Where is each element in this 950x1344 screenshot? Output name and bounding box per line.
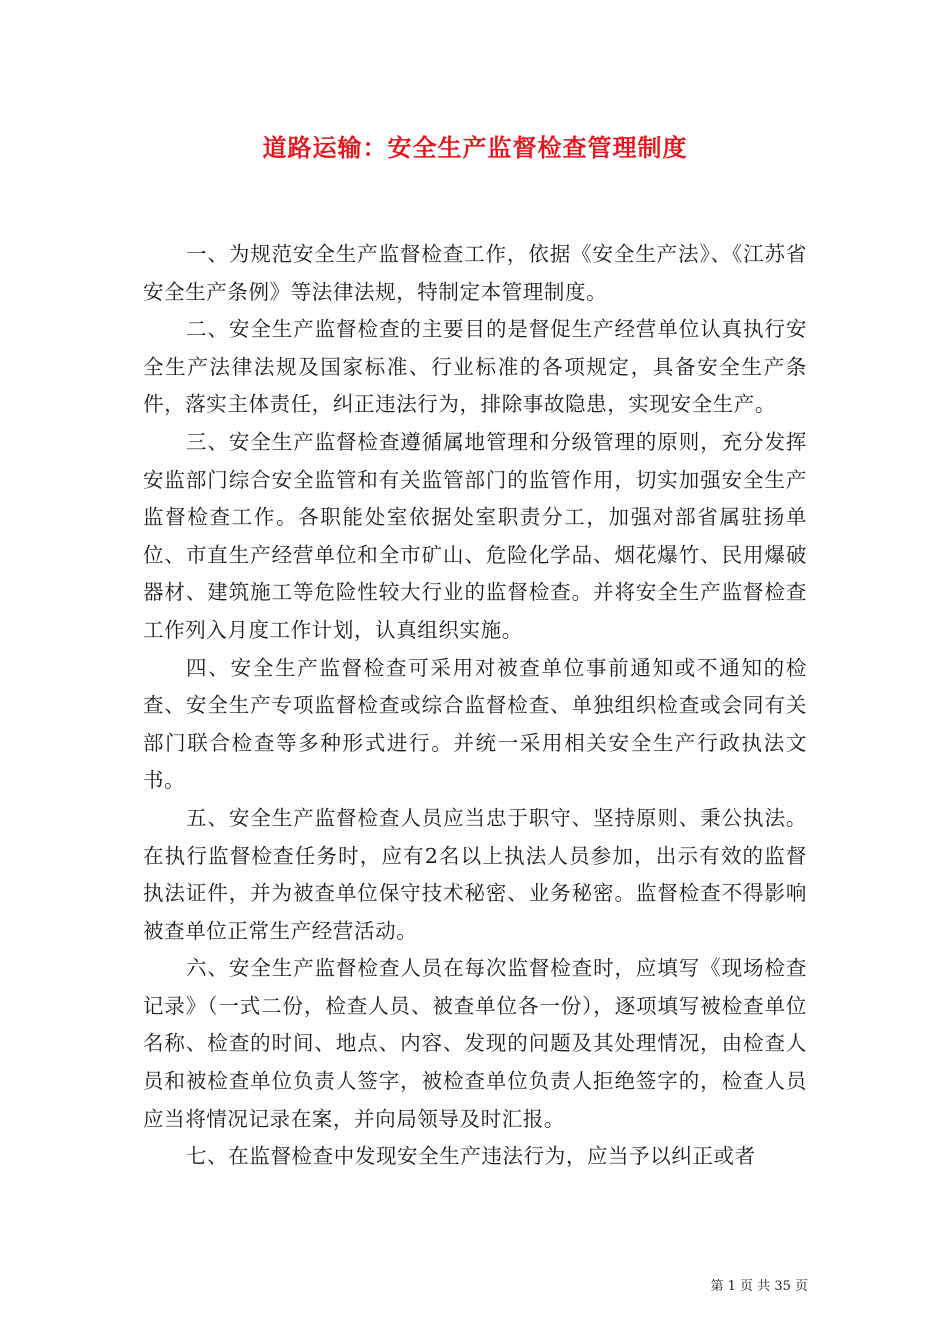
paragraph-6: 六、安全生产监督检查人员在每次监督检查时，应填写《现场检查记录》（一式二份，检查人员、被查单位各一份），逐项填写被检查单位名称、检查的时间、地点、内容、发现的问题及其处理情况，由检查人员和被检查单位负责人签字，被检查单位负责人拒绝签字的，检查人员应当将情况记录在案，并向局领导及时汇报。	[143, 956, 807, 1131]
paragraph-5: 五、安全生产监督检查人员应当忠于职守、坚持原则、秉公执法。在执行监督检查任务时，应有2名以上执法人员参加，出示有效的监督执法证件，并为被查单位保守技术秘密、业务秘密。监督检查不得影响被查单位正常生产经营活动。	[143, 805, 807, 943]
paragraph-7: 七、在监督检查中发现安全生产违法行为，应当予以纠正或者	[186, 1144, 756, 1169]
paragraph-4: 四、安全生产监督检查可采用对被查单位事前通知或不通知的检查、安全生产专项监督检查或综合监督检查、单独组织检查或会同有关部门联合检查等多种形式进行。并统一采用相关安全生产行政执法文书。	[143, 655, 807, 793]
document-title: 道路运输：安全生产监督检查管理制度	[262, 133, 688, 162]
paragraph-2: 二、安全生产监督检查的主要目的是督促生产经营单位认真执行安全生产法律法规及国家标准、行业标准的各项规定，具备安全生产条件，落实主体责任，纠正违法行为，排除事故隐患，实现安全生产。	[143, 317, 807, 417]
paragraph-1: 一、为规范安全生产监督检查工作，依据《安全生产法》、《江苏省安全生产条例》等法律法规，特制定本管理制度。	[143, 242, 807, 304]
paragraph-3: 三、安全生产监督检查遵循属地管理和分级管理的原则，充分发挥安监部门综合安全监管和有关监管部门的监管作用，切实加强安全生产监督检查工作。各职能处室依据处室职责分工，加强对部省属驻扬单位、市直生产经营单位和全市矿山、危险化学品、烟花爆竹、民用爆破器材、建筑施工等危险性较大行业的监督检查。并将安全生产监督检查工作列入月度工作计划，认真组织实施。	[143, 429, 807, 642]
document-body	[143, 236, 807, 1176]
page-number-footer: 第 1 页 共 35 页	[710, 1279, 808, 1294]
